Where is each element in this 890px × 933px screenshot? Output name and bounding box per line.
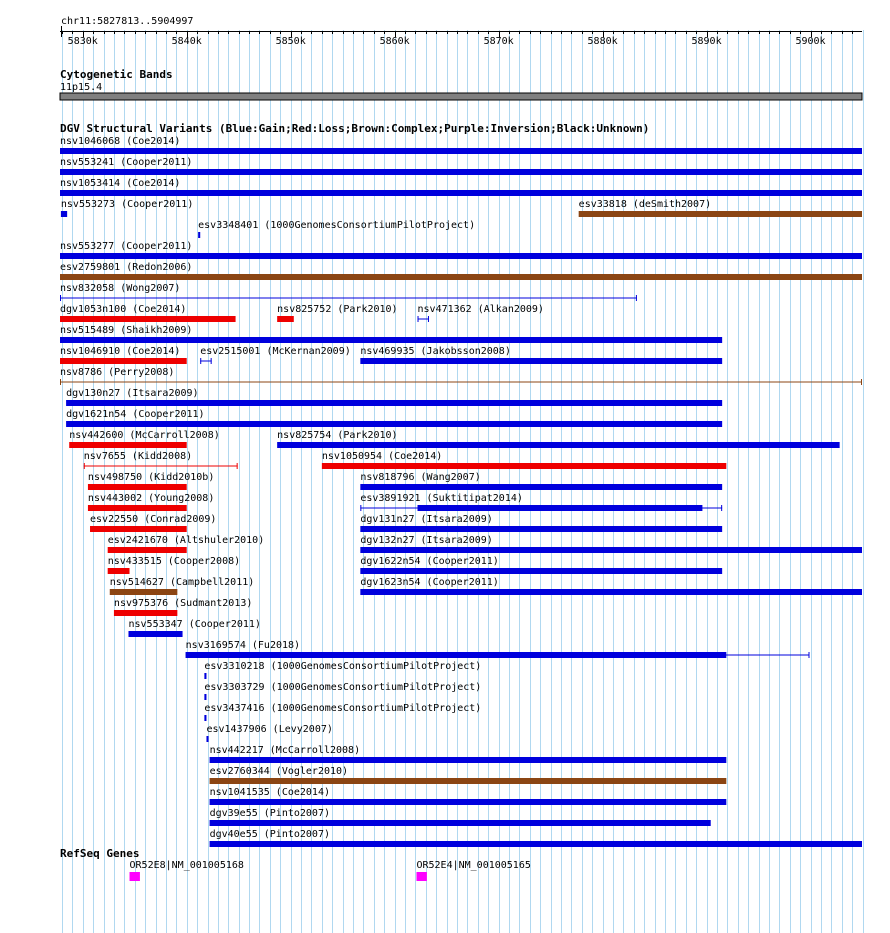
ruler-tick-label: 5850k	[275, 36, 306, 47]
position-ruler	[60, 26, 862, 47]
ruler-tick-label: 5900k	[795, 36, 826, 47]
variant-label: nsv498750 (Kidd2010b)	[87, 472, 215, 483]
region-label: chr11:5827813..5904997	[61, 16, 194, 27]
variant-feature[interactable]	[200, 346, 351, 364]
variant-core-bar[interactable]	[186, 652, 727, 658]
variant-core-bar[interactable]	[418, 505, 703, 511]
dgv-track-title: DGV Structural Variants (Blue:Gain;Red:Loss;Brown:Complex;Purple:Inversion;Black:Unknown)	[60, 122, 650, 135]
variant-feature[interactable]	[88, 493, 214, 511]
variant-bar[interactable]	[206, 736, 208, 742]
variant-feature[interactable]	[84, 451, 238, 469]
variant-bar[interactable]	[60, 190, 862, 196]
variant-feature[interactable]	[60, 262, 862, 280]
variant-bar[interactable]	[69, 442, 186, 448]
variant-bar[interactable]	[360, 589, 862, 595]
variant-label: nsv514627 (Campbell2011)	[109, 577, 255, 588]
variant-feature[interactable]	[110, 577, 255, 595]
variant-bar[interactable]	[360, 484, 722, 490]
variant-feature[interactable]	[60, 157, 862, 175]
variant-label: esv33818 (deSmith2007)	[578, 199, 712, 210]
cytoband-label: 11p15.4	[60, 82, 103, 93]
variant-bar[interactable]	[210, 841, 862, 847]
variant-feature[interactable]	[579, 199, 862, 217]
ruler-tick-label: 5890k	[691, 36, 722, 47]
variant-feature[interactable]	[108, 535, 265, 553]
variant-feature[interactable]	[60, 325, 722, 343]
variant-label: nsv553347 (Cooper2011)	[128, 619, 261, 630]
variant-bar[interactable]	[360, 547, 862, 553]
variant-bar[interactable]	[108, 568, 130, 574]
variant-label: nsv1046910 (Coe2014)	[60, 346, 181, 357]
variant-label: esv2515001 (McKernan2009)	[200, 346, 351, 357]
variant-label: nsv7655 (Kidd2008)	[83, 451, 193, 462]
variant-bar[interactable]	[128, 631, 182, 637]
variant-feature[interactable]	[60, 283, 637, 301]
variant-label: nsv1050954 (Coe2014)	[321, 451, 443, 462]
variant-label: nsv553241 (Cooper2011)	[60, 157, 193, 168]
variant-feature[interactable]	[60, 178, 862, 196]
variant-label: nsv3169574 (Fu2018)	[185, 640, 301, 651]
variant-feature[interactable]	[186, 640, 810, 658]
variant-label: esv3310218 (1000GenomesConsortiumPilotProject)	[204, 661, 482, 672]
refseq-gene-features	[130, 860, 531, 881]
variant-feature[interactable]	[277, 430, 839, 448]
variant-feature[interactable]	[60, 136, 862, 154]
variant-feature[interactable]	[60, 346, 187, 364]
variant-feature[interactable]	[204, 661, 481, 679]
variant-bar[interactable]	[88, 484, 187, 490]
variant-feature[interactable]	[204, 703, 481, 721]
variant-label: esv3348401 (1000GenomesConsortiumPilotProject)	[198, 220, 476, 231]
gene-feature[interactable]	[130, 860, 244, 881]
variant-label: dgv39e55 (Pinto2007)	[209, 808, 331, 819]
variant-bar[interactable]	[110, 589, 178, 595]
variant-label: nsv553273 (Cooper2011)	[60, 199, 194, 210]
variant-label: nsv471362 (Alkan2009)	[417, 304, 544, 315]
variant-feature[interactable]	[60, 241, 862, 259]
variant-label: dgv40e55 (Pinto2007)	[209, 829, 331, 840]
variant-label: esv2759801 (Redon2006)	[60, 262, 193, 273]
variant-label: nsv832058 (Wong2007)	[60, 283, 181, 294]
variant-feature[interactable]	[128, 619, 260, 637]
variant-bar[interactable]	[61, 211, 67, 217]
variant-feature[interactable]	[88, 472, 214, 490]
variant-label: nsv443002 (Young2008)	[87, 493, 215, 504]
ruler-tick-label: 5830k	[67, 36, 98, 47]
variant-label: esv3437416 (1000GenomesConsortiumPilotProject)	[204, 703, 482, 714]
variant-bar[interactable]	[204, 673, 206, 679]
variant-bar[interactable]	[210, 778, 727, 784]
variant-bar[interactable]	[360, 568, 722, 574]
variant-bar[interactable]	[322, 463, 726, 469]
variant-label: esv1437906 (Levy2007)	[206, 724, 333, 735]
variant-label: nsv433515 (Cooper2008)	[107, 556, 241, 567]
variant-label: nsv469935 (Jakobsson2008)	[360, 346, 511, 357]
variant-label: esv3891921 (Suktitipat2014)	[360, 493, 523, 504]
ruler-tick-label: 5860k	[379, 36, 410, 47]
variant-label: nsv1046068 (Coe2014)	[60, 136, 181, 147]
variant-feature[interactable]	[206, 724, 332, 742]
variant-bar[interactable]	[60, 253, 862, 259]
variant-feature[interactable]	[60, 367, 862, 385]
gene-label: OR52E4|NM_001005165	[416, 860, 531, 871]
variant-bar[interactable]	[114, 610, 177, 616]
variant-label: dgv130n27 (Itsara2009)	[66, 388, 199, 399]
variant-bar[interactable]	[90, 526, 187, 532]
variant-bar[interactable]	[204, 694, 206, 700]
variant-label: nsv1053414 (Coe2014)	[60, 178, 181, 189]
variant-feature[interactable]	[360, 535, 862, 553]
cytoband-track-title: Cytogenetic Bands	[60, 68, 173, 81]
variant-label: nsv825752 (Park2010)	[277, 304, 398, 315]
variant-feature[interactable]	[210, 808, 711, 826]
gene-feature[interactable]	[416, 860, 530, 881]
variant-label: nsv553277 (Cooper2011)	[60, 241, 193, 252]
variant-bar[interactable]	[277, 316, 294, 322]
variant-label: nsv8786 (Perry2008)	[60, 367, 175, 378]
ruler-tick-label: 5880k	[587, 36, 618, 47]
variant-feature[interactable]	[60, 304, 236, 322]
variant-label: esv2760344 (Vogler2010)	[209, 766, 349, 777]
variant-label: esv2421670 (Altshuler2010)	[107, 535, 265, 546]
variant-feature[interactable]	[360, 346, 722, 364]
variant-bar[interactable]	[88, 505, 187, 511]
variant-bar[interactable]	[108, 547, 187, 553]
cytoband-bar[interactable]	[60, 93, 862, 100]
variant-label: nsv442600 (McCarroll2008)	[69, 430, 220, 441]
variant-label: nsv442217 (McCarroll2008)	[209, 745, 361, 756]
ruler-tick-label: 5840k	[171, 36, 202, 47]
variant-label: dgv1621n54 (Cooper2011)	[66, 409, 205, 420]
variant-feature[interactable]	[360, 493, 722, 511]
variant-label: dgv1622n54 (Cooper2011)	[360, 556, 499, 567]
gene-label: OR52E8|NM_001005168	[129, 860, 244, 871]
variant-bar[interactable]	[204, 715, 206, 721]
variant-bar[interactable]	[66, 421, 722, 427]
variant-bar[interactable]	[360, 526, 722, 532]
variant-label: nsv975376 (Sudmant2013)	[113, 598, 253, 609]
variant-feature[interactable]	[61, 199, 193, 217]
variant-feature[interactable]	[360, 556, 722, 574]
variant-label: nsv515489 (Shaikh2009)	[60, 325, 193, 336]
variant-bar[interactable]	[60, 148, 862, 154]
gene-exon[interactable]	[416, 872, 426, 881]
variant-bar[interactable]	[198, 232, 200, 238]
variant-bar[interactable]	[60, 274, 862, 280]
variant-label: nsv825754 (Park2010)	[277, 430, 398, 441]
variant-bar[interactable]	[66, 400, 722, 406]
variant-bar[interactable]	[360, 358, 722, 364]
variant-label: dgv131n27 (Itsara2009)	[360, 514, 493, 525]
variant-label: dgv1053n100 (Coe2014)	[60, 304, 187, 315]
variant-feature[interactable]	[277, 304, 397, 322]
variant-bar[interactable]	[277, 442, 839, 448]
variant-bar[interactable]	[210, 820, 711, 826]
variant-label: dgv1623n54 (Cooper2011)	[360, 577, 499, 588]
variant-bar[interactable]	[60, 169, 862, 175]
variant-label: esv22550 (Conrad2009)	[90, 514, 217, 525]
variant-label: dgv132n27 (Itsara2009)	[360, 535, 493, 546]
gene-exon[interactable]	[130, 872, 140, 881]
variant-feature[interactable]	[360, 577, 862, 595]
variant-bar[interactable]	[210, 757, 727, 763]
variant-feature[interactable]	[360, 514, 722, 532]
variant-bar[interactable]	[210, 799, 727, 805]
variant-feature[interactable]	[114, 598, 252, 616]
refseq-track-title: RefSeq Genes	[60, 847, 140, 860]
variant-feature[interactable]	[360, 472, 722, 490]
dgv-variant-features	[60, 136, 862, 847]
variant-label: esv3303729 (1000GenomesConsortiumPilotProject)	[204, 682, 482, 693]
variant-feature[interactable]	[108, 556, 240, 574]
variant-bar[interactable]	[579, 211, 862, 217]
variant-feature[interactable]	[204, 682, 481, 700]
variant-bar[interactable]	[60, 358, 187, 364]
variant-label: nsv1041535 (Coe2014)	[209, 787, 331, 798]
variant-bar[interactable]	[60, 316, 236, 322]
variant-feature[interactable]	[210, 829, 862, 847]
variant-bar[interactable]	[60, 337, 722, 343]
variant-label: nsv818796 (Wang2007)	[360, 472, 481, 483]
ruler-tick-label: 5870k	[483, 36, 514, 47]
